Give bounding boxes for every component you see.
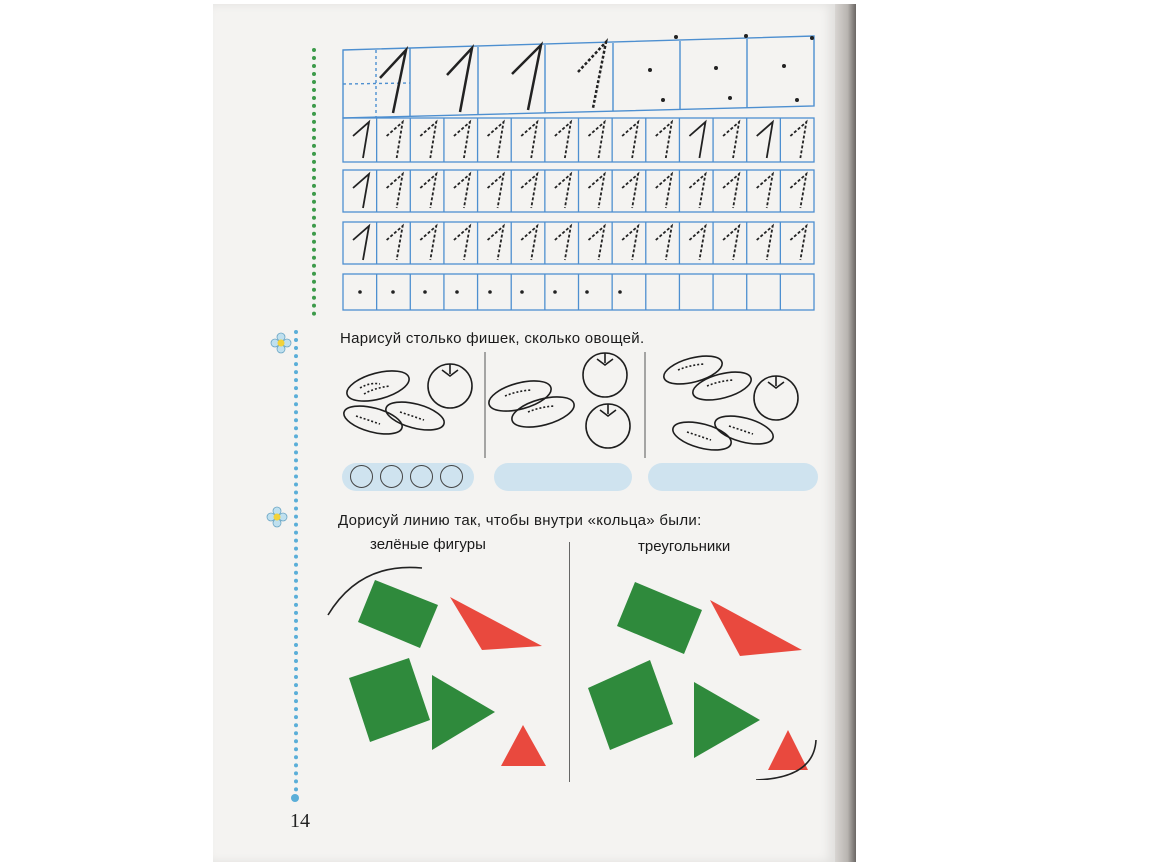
answer-circle[interactable] — [380, 465, 403, 488]
green-triangle — [694, 682, 760, 758]
practice-digit-one — [723, 226, 739, 260]
practice-digit-one — [790, 226, 806, 260]
green-square — [588, 660, 673, 750]
practice-digit-one — [555, 174, 571, 208]
practice-digit-one — [353, 174, 369, 208]
practice-digit-one — [521, 174, 537, 208]
tomato-icon — [586, 404, 630, 448]
answer-circle[interactable] — [350, 465, 373, 488]
cucumber-icon — [690, 367, 754, 406]
vegetables-picture — [330, 348, 820, 463]
practice-digit-one — [723, 122, 739, 158]
practice-digit-one — [689, 122, 705, 158]
practice-digit-one — [622, 174, 638, 208]
flower-icon — [270, 332, 292, 354]
practice-digit-one — [387, 174, 403, 208]
practice-digit-one — [521, 226, 537, 260]
practice-digit-one — [757, 122, 773, 158]
practice-digit-one — [689, 226, 705, 260]
green-rectangle — [358, 580, 438, 648]
practice-digit-one — [353, 226, 369, 260]
cucumber-icon — [712, 411, 776, 450]
practice-digit-one — [757, 226, 773, 260]
practice-digit-one — [420, 226, 436, 260]
cucumber-icon — [486, 375, 555, 417]
label-green-shapes: зелёные фигуры — [370, 536, 486, 553]
answer-bar-3[interactable] — [648, 463, 818, 491]
shapes-left — [320, 560, 560, 780]
answer-circle[interactable] — [410, 465, 433, 488]
practice-digit-one — [589, 174, 605, 208]
red-triangle — [450, 597, 542, 650]
practice-digit-one — [656, 122, 672, 158]
tomato-icon — [428, 364, 472, 408]
label-triangles: треугольники — [638, 538, 731, 555]
large-digit-samples — [380, 42, 606, 113]
practice-digit-one — [790, 122, 806, 158]
practice-digit-one — [757, 174, 773, 208]
shapes-right — [580, 560, 820, 780]
practice-digit-one — [622, 122, 638, 158]
tomato-icon — [583, 353, 627, 397]
large-sample-cells — [343, 36, 814, 118]
practice-digit-one — [454, 174, 470, 208]
flower-icon — [266, 506, 288, 528]
answer-circle[interactable] — [440, 465, 463, 488]
green-square — [349, 658, 430, 742]
practice-digit-one — [521, 122, 537, 158]
practice-digit-one — [555, 226, 571, 260]
cucumber-icon — [344, 365, 413, 407]
practice-digit-one — [589, 122, 605, 158]
practice-digit-one — [420, 174, 436, 208]
tomato-icon — [754, 376, 798, 420]
green-triangle — [432, 675, 495, 750]
practice-digit-one — [488, 174, 504, 208]
practice-digit-one — [420, 122, 436, 158]
answer-bar-1[interactable] — [342, 463, 474, 491]
task-ring-instruction: Дорисуй линию так, чтобы внутри «кольца» были: — [338, 512, 702, 529]
practice-digit-one — [488, 226, 504, 260]
practice-digit-one — [387, 226, 403, 260]
practice-digit-one — [689, 174, 705, 208]
practice-digit-one — [454, 226, 470, 260]
page-number: 14 — [290, 810, 310, 832]
practice-digit-one — [589, 226, 605, 260]
cucumber-icon — [670, 417, 734, 456]
practice-digit-one — [723, 174, 739, 208]
small-red-triangle — [501, 725, 546, 766]
small-red-triangle — [768, 730, 808, 770]
practice-digit-one — [555, 122, 571, 158]
practice-digit-one — [488, 122, 504, 158]
guide-dots — [648, 34, 814, 102]
last-row-dots — [358, 290, 622, 294]
task-vegetables-instruction: Нарисуй столько фишек, сколько овощей. — [340, 330, 645, 347]
practice-digit-one — [622, 226, 638, 260]
answer-bar-2[interactable] — [494, 463, 632, 491]
cucumber-icon — [509, 391, 578, 433]
practice-digit-one — [387, 122, 403, 158]
red-triangle — [710, 600, 802, 656]
practice-digit-one — [656, 226, 672, 260]
green-rectangle — [617, 582, 702, 654]
practice-digit-one — [454, 122, 470, 158]
shapes-divider — [569, 542, 570, 782]
practice-digit-one — [656, 174, 672, 208]
practice-digit-one — [353, 122, 369, 158]
practice-digit-one — [790, 174, 806, 208]
